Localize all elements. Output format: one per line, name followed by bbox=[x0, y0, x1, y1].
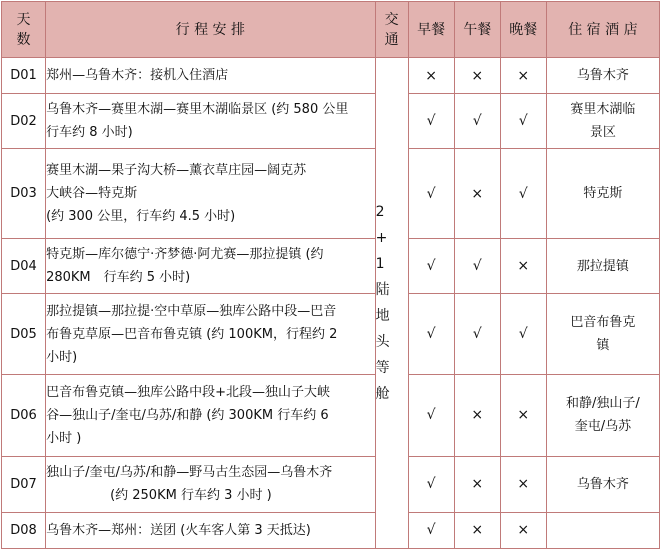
dinner-cell: √ bbox=[500, 294, 546, 374]
lunch-cell: √ bbox=[454, 294, 500, 374]
day-cell: D01 bbox=[2, 58, 46, 94]
day-cell: D08 bbox=[2, 512, 46, 548]
breakfast-cell: √ bbox=[408, 456, 454, 512]
plan-cell: 乌鲁木齐—赛里木湖—赛里木湖临景区 (约 580 公里 行车约 8 小时) bbox=[46, 94, 376, 149]
day-cell: D06 bbox=[2, 374, 46, 456]
header-hotel: 住 宿 酒 店 bbox=[546, 2, 659, 58]
table-row bbox=[2, 374, 660, 456]
dinner-cell: × bbox=[500, 239, 546, 294]
plan-cell: 巴音布鲁克镇—独库公路中段+北段—独山子大峡 谷—独山子/奎屯/乌苏/和静 (约 300KM 行车约 6 小时 ) bbox=[46, 374, 376, 456]
plan-cell: 独山子/奎屯/乌苏/和静—野马古生态园—乌鲁木齐 (约 250KM 行车约 3 小时 ) bbox=[46, 456, 376, 512]
table-row bbox=[2, 239, 660, 294]
day-cell: D02 bbox=[2, 94, 46, 149]
breakfast-cell: √ bbox=[408, 149, 454, 239]
lunch-cell: × bbox=[454, 149, 500, 239]
hotel-cell: 那拉提镇 bbox=[546, 239, 659, 294]
header-row bbox=[2, 2, 660, 58]
breakfast-cell: √ bbox=[408, 239, 454, 294]
hotel-cell: 乌鲁木齐 bbox=[546, 58, 659, 94]
dinner-cell: √ bbox=[500, 149, 546, 239]
header-traffic: 交 通 bbox=[375, 2, 408, 58]
table-row bbox=[2, 456, 660, 512]
dinner-cell: √ bbox=[500, 94, 546, 149]
plan-cell: 赛里木湖—果子沟大桥—薰衣草庄园—阔克苏 大峡谷—特克斯 (约 300 公里，行车约 4.5 小时) bbox=[46, 149, 376, 239]
header-lunch: 午餐 bbox=[454, 2, 500, 58]
hotel-cell bbox=[546, 512, 659, 548]
plan-cell: 那拉提镇—那拉提·空中草原—独库公路中段—巴音 布鲁克草原—巴音布鲁克镇 (约 100KM，行程约 2 小时) bbox=[46, 294, 376, 374]
day-cell: D03 bbox=[2, 149, 46, 239]
table-row bbox=[2, 149, 660, 239]
breakfast-cell: √ bbox=[408, 294, 454, 374]
dinner-cell: × bbox=[500, 374, 546, 456]
plan-cell: 郑州—乌鲁木齐：接机入住酒店 bbox=[46, 58, 376, 94]
day-cell: D05 bbox=[2, 294, 46, 374]
lunch-cell: × bbox=[454, 58, 500, 94]
lunch-cell: √ bbox=[454, 239, 500, 294]
dinner-cell: × bbox=[500, 456, 546, 512]
table-row bbox=[2, 294, 660, 374]
dinner-cell: × bbox=[500, 512, 546, 548]
header-plan: 行 程 安 排 bbox=[46, 2, 376, 58]
breakfast-cell: √ bbox=[408, 94, 454, 149]
dinner-cell: × bbox=[500, 58, 546, 94]
plan-cell: 特克斯—库尔德宁·齐梦德·阿尤赛—那拉提镇 (约 280KM 行车约 5 小时) bbox=[46, 239, 376, 294]
day-cell: D07 bbox=[2, 456, 46, 512]
breakfast-cell: √ bbox=[408, 374, 454, 456]
breakfast-cell: × bbox=[408, 58, 454, 94]
traffic-cell: 2 + 1 陆 地 头 等 舱 bbox=[375, 58, 408, 549]
table-row bbox=[2, 512, 660, 548]
itinerary-table bbox=[1, 1, 660, 549]
lunch-cell: × bbox=[454, 456, 500, 512]
breakfast-cell: √ bbox=[408, 512, 454, 548]
hotel-cell: 和静/独山子/ 奎屯/乌苏 bbox=[546, 374, 659, 456]
header-dinner: 晚餐 bbox=[500, 2, 546, 58]
lunch-cell: × bbox=[454, 374, 500, 456]
table-row bbox=[2, 94, 660, 149]
lunch-cell: × bbox=[454, 512, 500, 548]
hotel-cell: 特克斯 bbox=[546, 149, 659, 239]
header-day: 天 数 bbox=[2, 2, 46, 58]
hotel-cell: 巴音布鲁克 镇 bbox=[546, 294, 659, 374]
lunch-cell: √ bbox=[454, 94, 500, 149]
table-row bbox=[2, 58, 660, 94]
day-cell: D04 bbox=[2, 239, 46, 294]
plan-cell: 乌鲁木齐—郑州：送团 (火车客人第 3 天抵达) bbox=[46, 512, 376, 548]
hotel-cell: 赛里木湖临 景区 bbox=[546, 94, 659, 149]
hotel-cell: 乌鲁木齐 bbox=[546, 456, 659, 512]
header-breakfast: 早餐 bbox=[408, 2, 454, 58]
